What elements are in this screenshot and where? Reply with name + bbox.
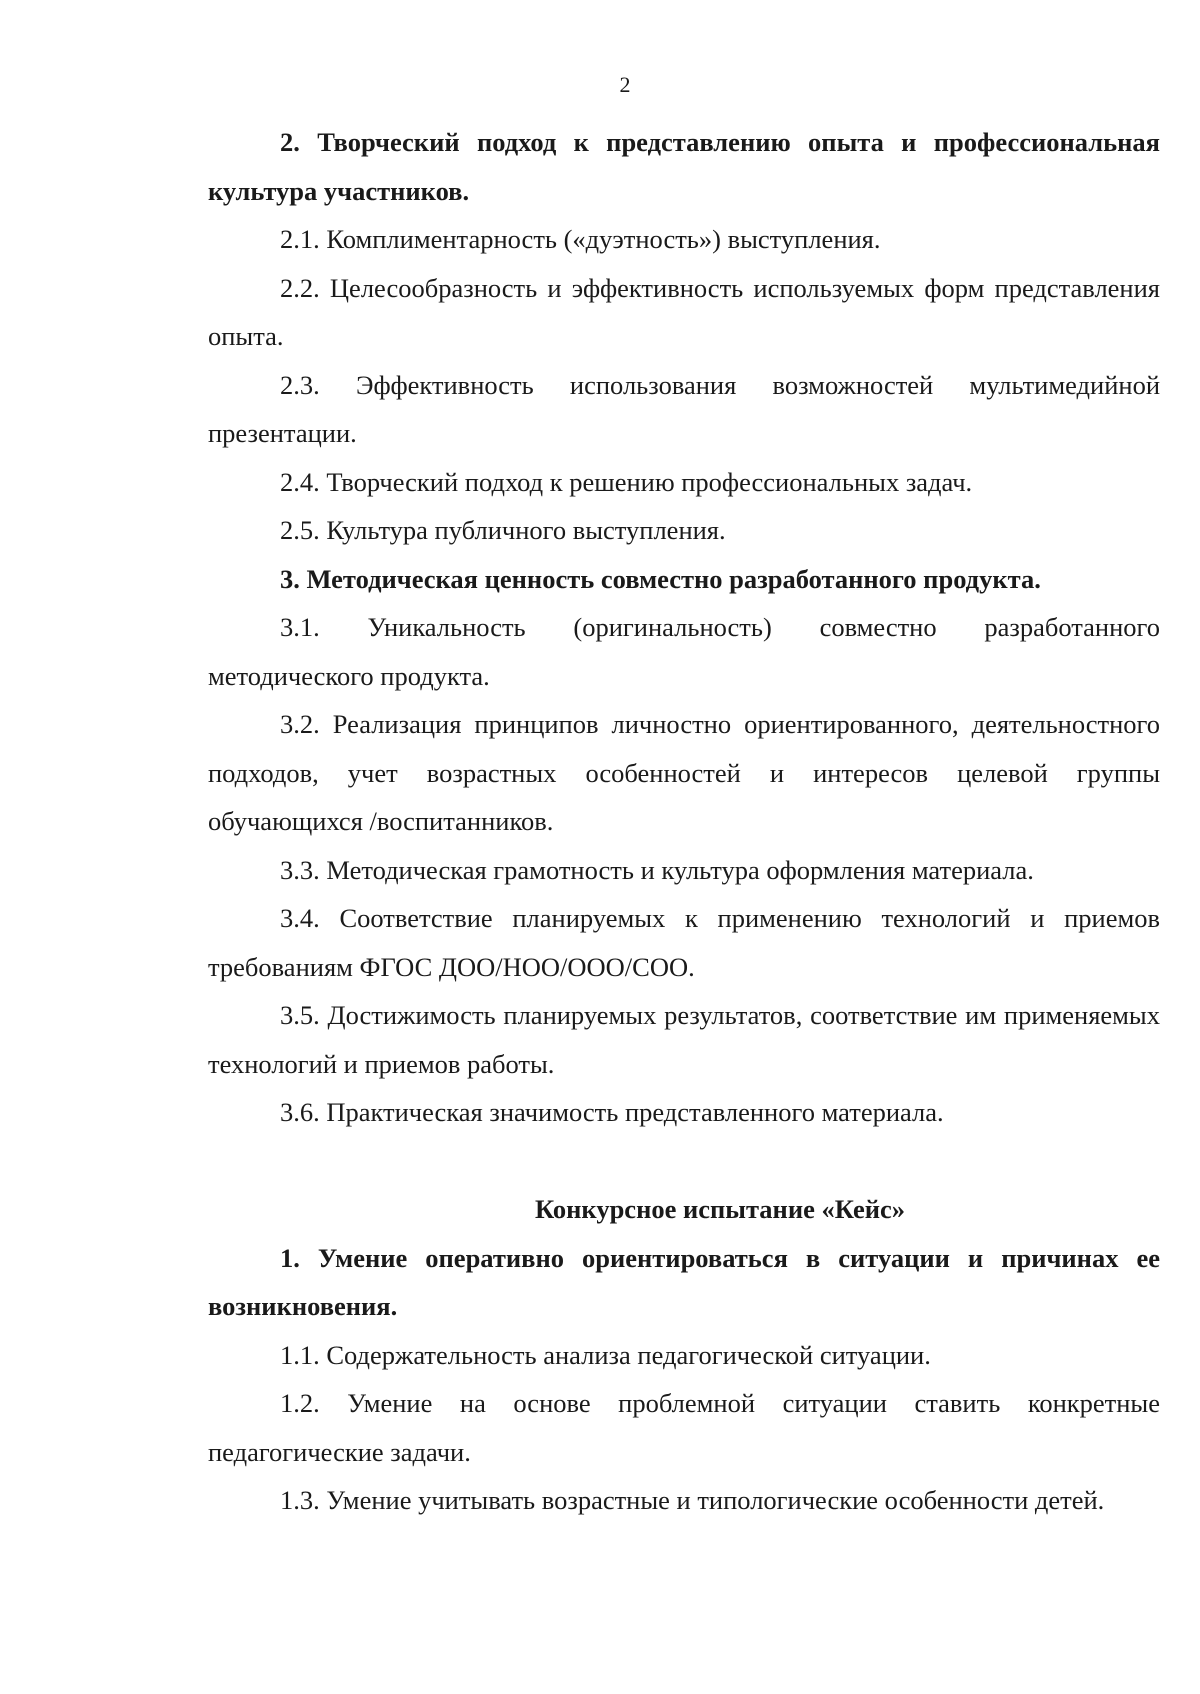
criterion-heading: 3. Методическая ценность совместно разработанного продукта. xyxy=(280,563,1041,594)
page-number: 2 xyxy=(619,72,631,97)
criterion-item: 3.3. Методическая грамотность и культура оформления материала. xyxy=(280,854,1034,885)
blank-line xyxy=(208,1137,1160,1186)
criterion-item: 3.5. Достижимость планируемых результатов, соответствие им применяемых технологий и приемов работы. xyxy=(208,1000,1160,1079)
section-heading: Конкурсное испытание «Кейс» xyxy=(535,1194,905,1224)
criterion-item: 1.2. Умение на основе проблемной ситуации ставить конкретные педагогические задачи. xyxy=(208,1388,1160,1467)
criterion-item: 1.3. Умение учитывать возрастные и типологические особенности детей. xyxy=(280,1485,1105,1515)
criterion-item: 2.3. Эффективность использования возможностей мультимедийной презентации. xyxy=(208,369,1160,448)
criterion-item: 3.4. Соответствие планируемых к применению технологий и приемов требованиям ФГОС ДОО/НОО/ООО/СОО. xyxy=(208,903,1160,982)
criterion-item: 2.4. Творческий подход к решению профессиональных задач. xyxy=(280,466,973,497)
criterion-item: 2.1. Комплиментарность («дуэтность») выступления. xyxy=(280,224,881,254)
criterion-heading: 2. Творческий подход к представлению опыта и профессиональная культура участников. xyxy=(208,127,1160,206)
document-body xyxy=(208,118,1160,1525)
criterion-heading: 1. Умение оперативно ориентироваться в ситуации и причинах ее возникновения. xyxy=(208,1242,1160,1321)
criterion-item: 3.2. Реализация принципов личностно ориентированного, деятельностного подходов, учет возрастных особенностей и интересов целевой группы обучающихся /воспитанников. xyxy=(208,709,1160,836)
criterion-item: 3.6. Практическая значимость представленного материала. xyxy=(280,1097,944,1127)
criterion-item: 2.2. Целесообразность и эффективность используемых форм представления опыта. xyxy=(208,272,1160,351)
criterion-item: 1.1. Содержательность анализа педагогической ситуации. xyxy=(280,1339,931,1370)
criterion-item: 3.1. Уникальность (оригинальность) совместно разработанного методического продукта. xyxy=(208,612,1160,691)
criterion-item: 2.5. Культура публичного выступления. xyxy=(280,515,726,545)
